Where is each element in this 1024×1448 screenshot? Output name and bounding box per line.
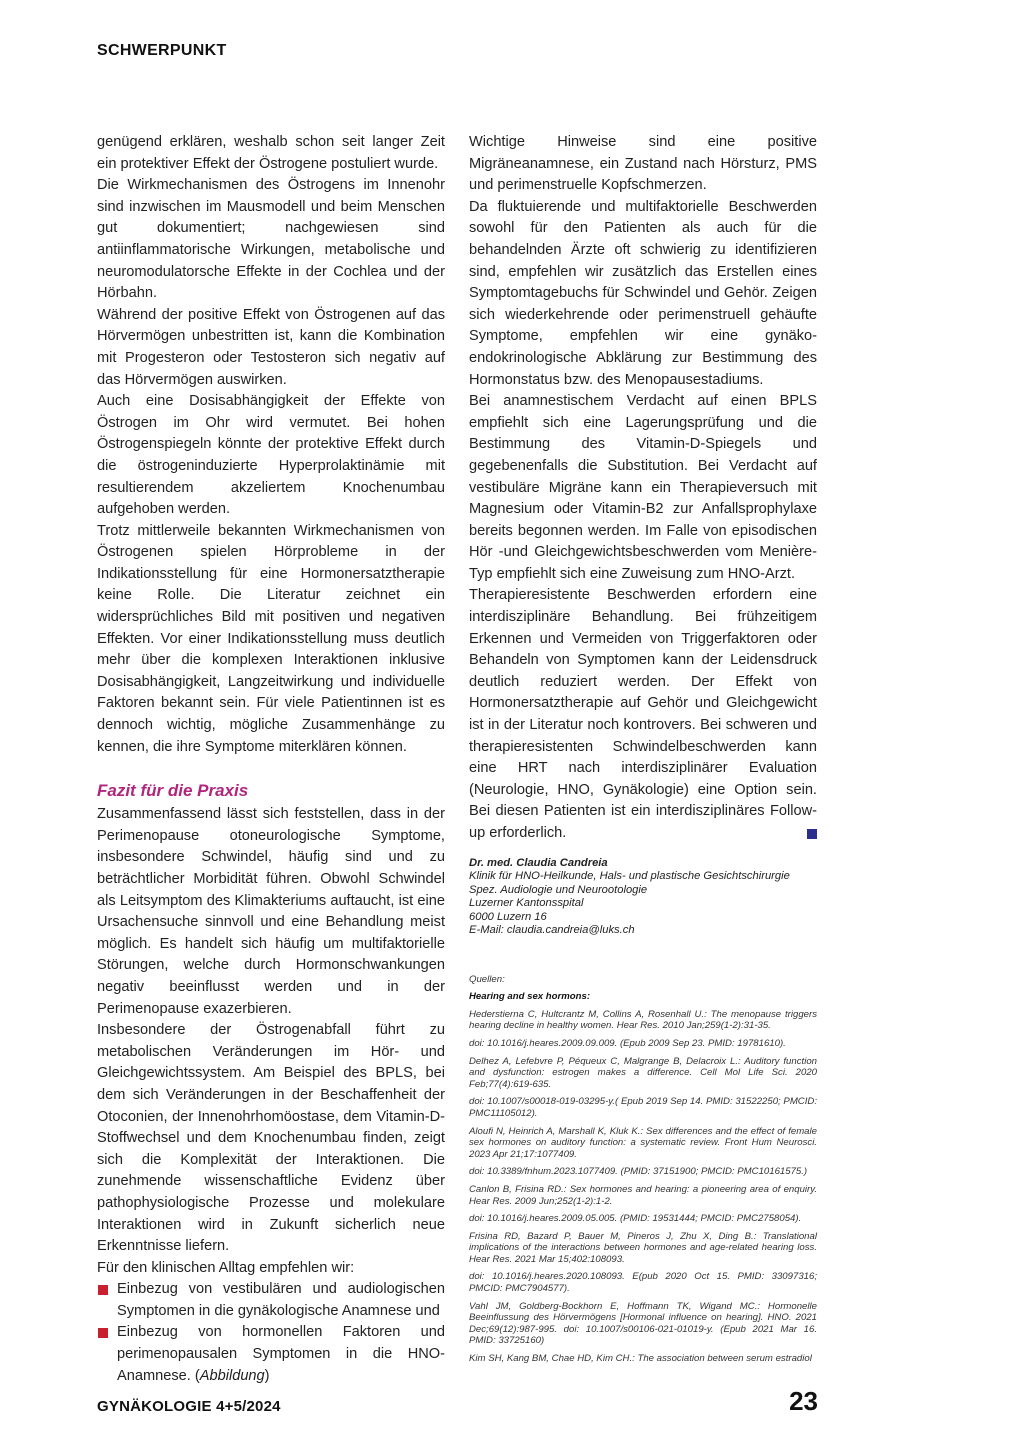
reference: doi: 10.3389/fnhum.2023.1077409. (PMID: 37151900; PMCID: PMC10161575.) [469,1166,808,1178]
list-item [97,1279,445,1322]
recommendation-list [97,1279,445,1387]
sources [469,974,817,1365]
reference: doi: 10.1016/j.heares.2020.108093. E(pub 2020 Oct 15. PMID: 33097316; PMCID: PMC7904577). [469,1271,817,1295]
page-number: 23 [789,1386,818,1416]
reference: doi: 10.1016/j.heares.2009.05.005. (PMID: 19531444; PMCID: PMC2758054). [469,1213,802,1225]
reference: doi: 10.1016/j.heares.2009.09.009. (Epub 2009 Sep 23. PMID: 19781610). [469,1037,786,1049]
paragraph: Bei anamnestischem Verdacht auf einen BPLS empfiehlt sich eine Lagerungsprüfung und die Bestimmung des Vitamin-D-Spiegels und gegebenenfalls die Substitution. Bei Verdacht auf vestibuläre Migräne kann ein Therapieversuch mit Magnesium oder Vitamin-B2 zur Anfallsprophylaxe bereits begonnen werden. Im Falle von episodischen Hör -und Gleichgewichtsbeschwerden vom Menière-Typ empfiehlt sich eine Zuweisung zum HNO-Arzt. [469,393,817,582]
author-line: Klinik für HNO-Heilkunde, Hals- und plastische Gesichtschirurgie [469,870,790,883]
list-item-text: Einbezug von hormonellen Faktoren und perimenopausalen Symptomen in die HNO-Anamnese. ( [117,1324,445,1384]
article-end-icon [807,829,817,839]
author-name: Dr. med. Claudia Candreia [469,856,608,869]
sources-subheading: Hearing and sex hormons: [469,991,591,1003]
list-item-text-end: ) [264,1367,270,1384]
section-label: SCHWERPUNKT [97,42,227,59]
bullet-square-icon [98,1285,108,1295]
paragraph: Insbesondere der Östrogenabfall führt zu metabolischen Veränderungen im Hör- und Gleichgewichtssystem. Am Beispiel des BPLS, bei dem sich Veränderungen in der Beschaffenheit der Otoconien, der Innenohrhomöostase, dem Vitamin-D-Stoffwechsel und dem Knochenumbau finden, zeigt sich die Komplexität der Interaktionen. Die zunehmende wissenschaftliche Evidenz über pathophysiologische Prozesse und molekulare Interaktionen wird in Zukunft sicherlich neue Erkenntnisse liefern. [97,1022,445,1255]
left-column [97,132,445,1387]
reference: doi: 10.1007/s00018-019-03295-y.( Epub 2019 Sep 14. PMID: 31522250; PMCID: PMC11105012). [469,1096,817,1119]
journal-issue: GYNÄKOLOGIE 4+5/2024 [97,1398,281,1415]
author-block [469,857,817,938]
figure-reference: Abbildung [199,1367,265,1384]
paragraph-last [469,585,817,844]
paragraph: Für den klinischen Alltag empfehlen wir: [97,1259,355,1276]
author-line: Spez. Audiologie und Neurootologie [469,883,648,896]
paragraph: Die Wirkmechanismen des Östrogens im Innenohr sind inzwischen im Mausmodell und beim Menschen gut dokumentiert; nachgewiesen sind antiinflammatorische Wirkungen, metabolische und neuromodulatorsche Effekte in der Cochlea und der Hörbahn. [97,177,445,302]
reference: Vahl JM, Goldberg-Bockhorn E, Hoffmann TK, Wigand MC.: Hormonelle Beeinflussung des Hörvermögens [Hormonal influence on hearing]. HNO. 2021 Dec;69(12):987-995. doi: 10.1007/s00106-021-01019-y. (Epub 2021 Mar 16. PMID: 33725160) [469,1300,817,1347]
reference: Frisina RD, Bazard P, Bauer M, Pineros J, Zhu X, Ding B.: Translational implications of the interactions between hormones and age-related hearing loss. Hear Res. 2021 Mar 15;402:108093. [469,1230,817,1265]
sources-heading: Quellen: [469,973,505,985]
reference: Delhez A, Lefebvre P, Péqueux C, Malgrange B, Delacroix L.: Auditory function and dysfunction: estrogen makes a difference. Cell Mol Life Sci. 2020 Feb;77(4):619-635. [469,1055,817,1090]
author-line: Luzerner Kantonsspital [469,897,584,910]
paragraph: Während der positive Effekt von Östrogenen auf das Hörvermögen unbestritten ist, kann die Kombination mit Progesteron oder Testosteron sich negativ auf das Hörvermögen auswirken. [97,306,445,388]
paragraph: genügend erklären, weshalb schon seit langer Zeit ein protektiver Effekt der Östrogene postuliert wurde. [97,134,445,172]
paragraph: Da fluktuierende und multifaktorielle Beschwerden sowohl für den Patienten als auch für die behandelnden Ärzte oft schwierig zu identifizieren sind, empfehlen wir zusätzlich das Erstellen eines Symptomtagebuchs für Schwindel und Gehör. Zeigen sich wiederkehrende oder perimenstruell gehäufte Symptome, empfehlen wir eine gynäko-endokrinologische Abklärung zur Bestimmung des Hormonstatus bzw. des Menopausestadiums. [469,198,817,388]
paragraph: Trotz mittlerweile bekannten Wirkmechanismen von Östrogenen spielen Hörprobleme in der Indikationsstellung für eine Hormonersatztherapie keine Rolle. Die Literatur zeichnet ein widersprüchliches Bild mit positiven und negativen Effekten. Vor einer Indikationsstellung muss deutlich mehr über die komplexen Interaktionen inklusive Dosisabhängigkeit, Langzeitwirkung und individuelle Faktoren bekannt sein. Für viele Patientinnen ist es dennoch wichtig, mögliche Zusammenhänge zu kennen, die ihre Symptome miterklären können. [97,522,445,755]
section-heading: Fazit für die Praxis [97,781,249,801]
reference: Kim SH, Kang BM, Chae HD, Kim CH.: The association between serum estradiol [469,1353,812,1365]
paragraph-text: Therapieresistente Beschwerden erfordern eine interdisziplinäre Behandlung. Bei frühzeitigem Erkennen und Vermeiden von Triggerfaktoren oder Behandeln von Symptomen kann der Leidensdruck deutlich reduziert werden. Der Effekt von Hormonersatztherapie auf Gehör und Gleichgewicht ist in der Literatur noch kontrovers. Bei schweren und therapieresistenten Schwindelbeschwerden kann eine HRT nach interdisziplinärer Evaluation (Neurologie, HNO, Gynäkologie) eine Option sein. Bei diesen Patienten ist ein interdisziplinäres Follow-up erforderlich. [469,587,817,841]
paragraph: Auch eine Dosisabhängigkeit der Effekte von Östrogen im Ohr wird vermutet. Bei hohen Östrogenspiegeln könnte der protektive Effekt durch die östrogeninduzierte Hyperprolaktinämie mit resultierendem akzeliertem Knochenumbau aufgehoben werden. [97,393,445,518]
right-column [469,132,817,1371]
author-line: 6000 Luzern 16 [469,910,547,923]
list-item [97,1322,445,1387]
reference: Hederstierna C, Hultcrantz M, Collins A, Rosenhall U.: The menopause triggers hearing decline in healthy women. Hear Res. 2010 Jan;259(1-2):31-35. [469,1008,817,1032]
reference: Canlon B, Frisina RD.: Sex hormones and hearing: a pioneering area of enquiry. Hear Res. 2009 Jun;252(1-2):1-2. [469,1183,817,1207]
reference: Aloufi N, Heinrich A, Marshall K, Kluk K.: Sex differences and the effect of female sex hormones on auditory function: a systematic review. Front Hum Neurosci. 2023 Apr 21;17:1077409. [469,1125,817,1160]
paragraph: Wichtige Hinweise sind eine positive Migräneanamnese, ein Zustand nach Hörsturz, PMS und perimenstruelle Kopfschmerzen. [469,134,817,194]
author-email: E-Mail: claudia.candreia@luks.ch [469,924,635,937]
bullet-square-icon [98,1328,108,1338]
list-item-text: Einbezug von vestibulären und audiologischen Symptomen in die gynäkologische Anamnese und [117,1281,445,1319]
paragraph: Zusammenfassend lässt sich feststellen, dass in der Perimenopause otoneurologische Symptome, insbesondere Schwindel, häufig sind und zu beträchtlicher Morbidität führen. Obwohl Schwindel als Leitsymptom des Klimakteriums auftaucht, ist eine Ursachensuche sinnvoll und eine Behandlung meist möglich. Es handelt sich häufig um multifaktorielle Störungen, welche durch Hormonschwankungen negativ beeinflusst werden und in der Perimenopause exazerbieren. [97,806,445,1017]
